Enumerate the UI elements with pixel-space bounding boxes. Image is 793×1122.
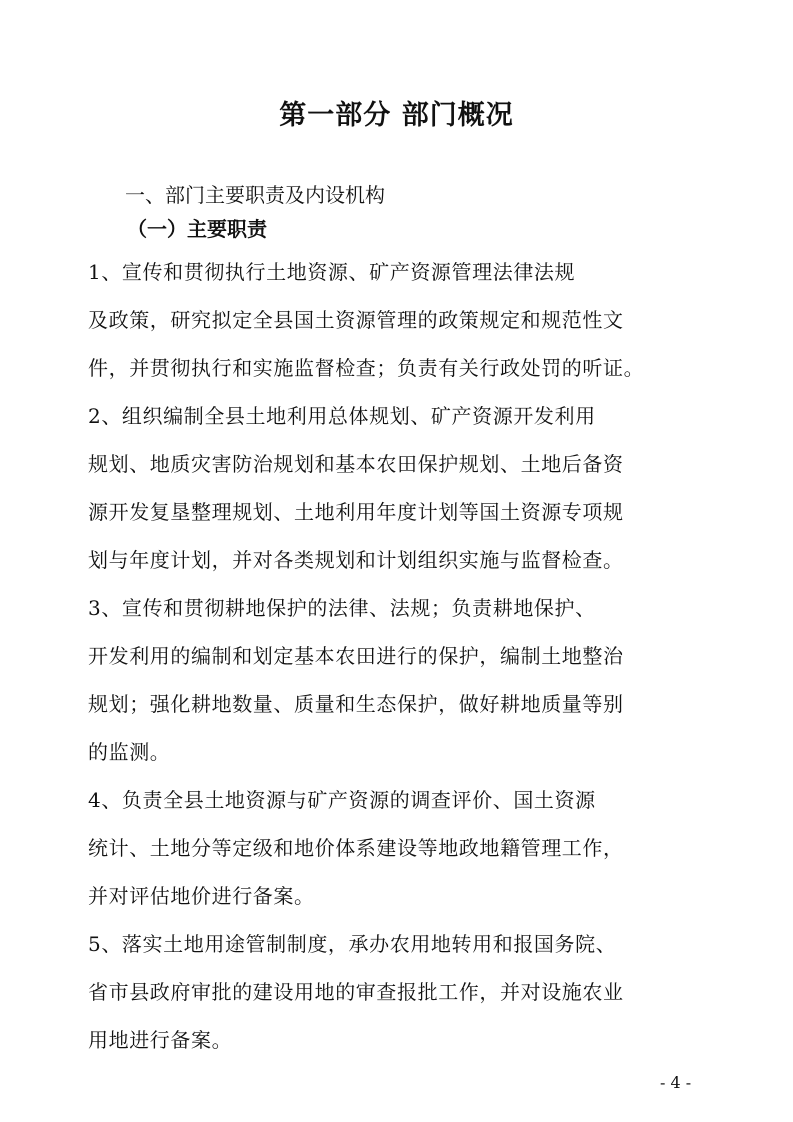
body-line: 4、负责全县土地资源与矿产资源的调查评价、国土资源 [88, 788, 596, 812]
body-line: 并对评估地价进行备案。 [88, 884, 315, 908]
body-line: 划与年度计划，并对各类规划和计划组织实施与监督检查。 [88, 548, 624, 572]
body-line: 规划、地质灾害防治规划和基本农田保护规划、土地后备资 [88, 452, 624, 476]
body-line: 的监测。 [88, 740, 171, 764]
sub-heading: （一）主要职责 [127, 217, 267, 241]
body-line: 2、组织编制全县土地利用总体规划、矿产资源开发利用 [88, 404, 596, 428]
body-line: 规划；强化耕地数量、质量和生态保护，做好耕地质量等别 [88, 692, 624, 716]
page-number: - 4 - [660, 1073, 692, 1092]
body-line: 3、宣传和贯彻耕地保护的法律、法规；负责耕地保护、 [88, 596, 596, 620]
body-line: 及政策，研究拟定全县国土资源管理的政策规定和规范性文 [88, 308, 624, 332]
body-line: 统计、土地分等定级和地价体系建设等地政地籍管理工作， [88, 836, 624, 860]
page-title: 第一部分 部门概况 [279, 100, 514, 131]
body-line: 1、宣传和贯彻执行土地资源、矿产资源管理法律法规 [88, 260, 576, 284]
body-line: 用地进行备案。 [88, 1028, 233, 1052]
body-line: 开发利用的编制和划定基本农田进行的保护，编制土地整治 [88, 644, 624, 668]
body-line: 5、落实土地用途管制制度，承办农用地转用和报国务院、 [88, 932, 617, 956]
body-line: 件，并贯彻执行和实施监督检查；负责有关行政处罚的听证。 [88, 356, 645, 380]
body-line: 源开发复垦整理规划、土地利用年度计划等国土资源专项规 [88, 500, 624, 524]
section-heading: 一、部门主要职责及内设机构 [125, 183, 385, 207]
body-line: 省市县政府审批的建设用地的审查报批工作，并对设施农业 [88, 980, 624, 1004]
